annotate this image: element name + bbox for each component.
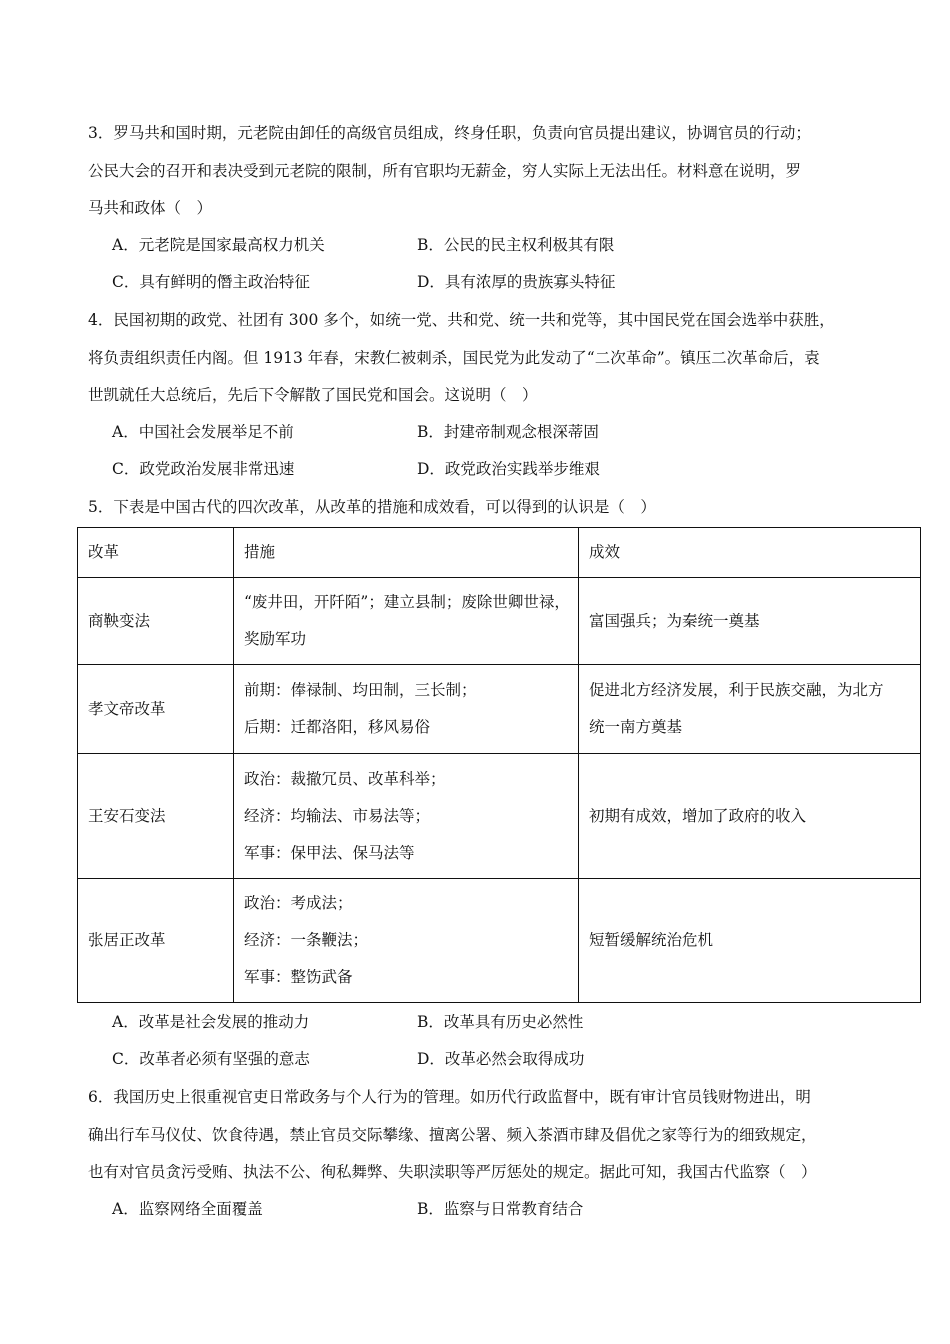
q5-option-a[interactable]: A．改革是社会发展的推动力 [112, 1013, 310, 1031]
reform-effects-cell [579, 879, 921, 1003]
reform-effects-cell [579, 754, 921, 879]
reform-name-cell: 商鞅变法 [78, 578, 234, 665]
q5-option-c[interactable]: C．改革者必须有坚强的意志 [112, 1050, 310, 1068]
q6-stem-line: 6．我国历史上很重视官吏日常政务与个人行为的管理。如历代行政监督中，既有审计官员钱财物进出，明 [88, 1088, 811, 1106]
reform-name-cell: 孝文帝改革 [78, 665, 234, 754]
measure-line: 经济：一条鞭法； [244, 931, 369, 949]
q3-stem-line: 马共和政体（ ） [88, 199, 213, 217]
q5-option-b[interactable]: B．改革具有历史必然性 [417, 1013, 584, 1031]
reform-name-cell: 王安石变法 [78, 754, 234, 879]
q3-stem-line: 公民大会的召开和表决受到元老院的限制，所有官职均无薪金，穷人实际上无法出任。材料意在说明，罗 [88, 161, 802, 180]
q6-option-b[interactable]: B．监察与日常教育结合 [417, 1200, 584, 1218]
reform-effects-cell [579, 578, 921, 665]
measure-line: 前期：俸禄制、均田制，三长制； [244, 681, 477, 699]
table-header-cell: 改革 [78, 528, 234, 578]
reform-measures-cell [234, 879, 579, 1003]
question-6-stem [88, 1079, 868, 1192]
q3-option-b[interactable]: B．公民的民主权利极其有限 [417, 236, 615, 254]
q4-option-d[interactable]: D．政党政治实践举步维艰 [417, 460, 600, 478]
q3-option-c[interactable]: C．具有鲜明的僭主政治特征 [112, 273, 310, 291]
measure-line: 政治：裁撤冗员、改革科举； [244, 769, 446, 788]
measure-line: 后期：迁都洛阳，移风易俗 [244, 718, 431, 736]
q5-stem-line: 5．下表是中国古代的四次改革，从改革的措施和成效看，可以得到的认识是（ ） [88, 498, 656, 516]
effect-line: 初期有成效，增加了政府的收入 [589, 806, 807, 825]
effect-line: 统一南方奠基 [589, 718, 683, 736]
q6-stem-line: 确出行车马仪仗、饮食待遇，禁止官员交际攀缘、擅离公署、频入茶酒市肆及倡优之家等行为的细致规定， [88, 1125, 817, 1144]
q6-stem-line: 也有对官员贪污受贿、执法不公、徇私舞弊、失职渎职等严厉惩处的规定。据此可知，我国古代监察（ ） [88, 1163, 817, 1181]
q3-option-a[interactable]: A．元老院是国家最高权力机关 [112, 236, 325, 254]
q3-stem-line: 3．罗马共和国时期，元老院由卸任的高级官员组成，终身任职，负责向官员提出建议，协调官员的行动； [88, 124, 811, 142]
q4-stem-line: 世凯就任大总统后，先后下令解散了国民党和国会。这说明（ ） [88, 386, 538, 404]
table-header-cell: 措施 [234, 528, 579, 578]
table-row [78, 879, 921, 1003]
table-row [78, 665, 921, 754]
measure-line: 奖励军功 [244, 630, 307, 648]
effect-line: 短暂缓解统治危机 [589, 931, 714, 949]
table-row [78, 578, 921, 665]
measure-line: “废井田，开阡陌”；建立县制；废除世卿世禄， [244, 593, 570, 611]
reform-measures-cell [234, 578, 579, 665]
q3-option-d[interactable]: D．具有浓厚的贵族寡头特征 [417, 273, 616, 291]
table-header-row [78, 528, 921, 578]
measure-line: 政治：考成法； [244, 894, 353, 912]
q4-stem-line: 将负责组织责任内阁。但 1913 年春，宋教仁被刺杀，国民党为此发动了“二次革命”。镇压二次革命后，袁 [88, 348, 820, 367]
question-4-stem [88, 302, 868, 415]
table-header-cell: 成效 [579, 528, 921, 578]
reform-measures-cell [234, 754, 579, 879]
reform-name-cell: 张居正改革 [78, 879, 234, 1003]
q4-option-a[interactable]: A．中国社会发展举足不前 [112, 423, 294, 441]
measure-line: 经济：均输法、市易法等； [244, 806, 431, 825]
question-5-stem [88, 489, 868, 527]
reform-measures-cell [234, 665, 579, 754]
reform-table [77, 527, 921, 1003]
measure-line: 军事：整饬武备 [244, 968, 353, 986]
table-row [78, 754, 921, 879]
effect-line: 富国强兵；为秦统一奠基 [589, 611, 760, 630]
reform-effects-cell [579, 665, 921, 754]
q6-option-a[interactable]: A．监察网络全面覆盖 [112, 1200, 263, 1218]
q4-stem-line: 4．民国初期的政党、社团有 300 多个，如统一党、共和党、统一共和党等，其中国民党在国会选举中获胜， [88, 311, 835, 329]
effect-line: 促进北方经济发展，利于民族交融，为北方 [589, 681, 884, 699]
question-3-stem [88, 115, 868, 228]
q4-option-b[interactable]: B．封建帝制观念根深蒂固 [417, 423, 599, 441]
measure-line: 军事：保甲法、保马法等 [244, 843, 415, 862]
q5-option-d[interactable]: D．改革必然会取得成功 [417, 1050, 585, 1068]
q4-option-c[interactable]: C．政党政治发展非常迅速 [112, 460, 295, 478]
